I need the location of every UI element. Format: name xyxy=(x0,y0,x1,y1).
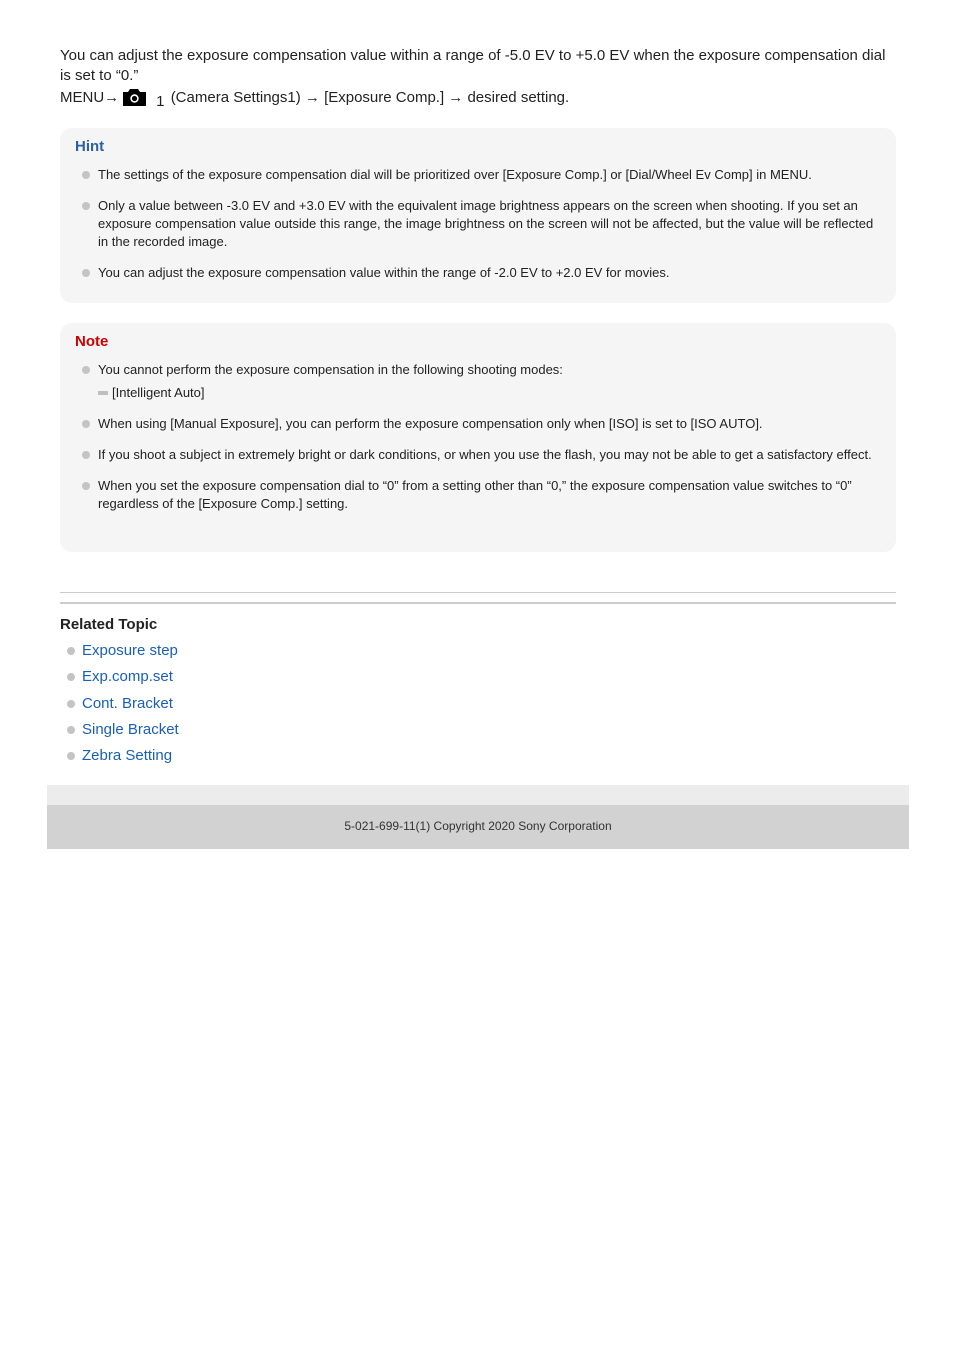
divider xyxy=(60,592,896,593)
note-item xyxy=(75,446,880,464)
note-list xyxy=(75,361,880,513)
menu-path-text: (Camera Settings1) → [Exposure Comp.] → desired setting. xyxy=(170,89,570,106)
bullet-icon xyxy=(67,700,75,708)
copyright-text: 5-021-699-11(1) Copyright 2020 Sony Corporation xyxy=(344,819,612,833)
note-item-text: When using [Manual Exposure], you can perform the exposure compensation only when [ISO] is set to [ISO AUTO]. xyxy=(98,416,763,431)
related-topic-item xyxy=(60,745,179,771)
intro-section xyxy=(60,46,900,112)
hint-item-text: The settings of the exposure compensation dial will be prioritized over [Exposure Comp.] or [Dial/Wheel Ev Comp] in MENU. xyxy=(98,167,812,182)
hint-item-text: Only a value between -3.0 EV and +3.0 EV with the equivalent image brightness appears on the screen when shooting. If you set an exposure compensation value outside this range, the image brightness on the screen will not be affected, but the value will be reflected in the recorded image. xyxy=(98,198,874,249)
camera-icon-number: 1 xyxy=(156,93,165,110)
related-link-zebra-setting[interactable]: Zebra Setting xyxy=(82,747,173,765)
note-subitem-text: [Intelligent Auto] xyxy=(112,385,205,400)
hint-title: Hint xyxy=(75,138,105,155)
note-item xyxy=(75,415,880,433)
hint-item xyxy=(75,197,880,251)
menu-prefix: MENU→ xyxy=(60,89,120,106)
related-topic-heading: Related Topic xyxy=(60,616,158,633)
note-item-text: You cannot perform the exposure compensation in the following shooting modes: xyxy=(98,362,563,377)
camera-settings-1-icon xyxy=(122,86,164,112)
note-item-text: When you set the exposure compensation dial to “0” from a setting other than “0,” the exposure compensation value switches to “0” regardless of the [Exposure Comp.] setting. xyxy=(98,478,852,511)
menu-path-line xyxy=(60,86,900,112)
related-topic-item xyxy=(60,666,179,692)
bullet-icon xyxy=(67,726,75,734)
bullet-icon xyxy=(67,673,75,681)
related-topic-item xyxy=(60,640,179,666)
hint-item xyxy=(75,264,880,282)
note-item xyxy=(75,477,880,513)
intro-text: You can adjust the exposure compensation value within a range of -5.0 EV to +5.0 EV when the exposure compensation dial is set to “0.” xyxy=(60,47,886,84)
bullet-icon xyxy=(82,366,90,374)
bullet-icon xyxy=(82,451,90,459)
related-link-exposure-step[interactable]: Exposure step xyxy=(82,642,178,659)
related-link-cont-bracket[interactable]: Cont. Bracket xyxy=(82,694,173,712)
dash-icon xyxy=(98,391,108,395)
bullet-icon xyxy=(82,420,90,428)
footer-top-band xyxy=(47,785,909,805)
hint-item xyxy=(75,166,880,184)
hint-item-text: You can adjust the exposure compensation value within the range of -2.0 EV to +2.0 EV for movies. xyxy=(98,265,670,280)
related-link-single-bracket[interactable]: Single Bracket xyxy=(82,720,179,738)
hint-box xyxy=(60,128,896,303)
related-topic-list xyxy=(60,640,179,771)
bullet-icon xyxy=(82,482,90,490)
bullet-icon xyxy=(82,171,90,179)
related-link-exp-comp-set[interactable]: Exp.comp.set xyxy=(82,668,173,686)
note-title: Note xyxy=(75,333,109,350)
footer xyxy=(47,805,909,849)
bullet-icon xyxy=(67,647,75,655)
note-item-text: If you shoot a subject in extremely bright or dark conditions, or when you use the flash, you may not be able to get a satisfactory effect. xyxy=(98,447,872,462)
note-subitem xyxy=(98,384,880,402)
hint-list xyxy=(75,166,880,282)
related-topic-item xyxy=(60,719,179,745)
note-box xyxy=(60,323,896,552)
related-topic-item xyxy=(60,693,179,719)
bullet-icon xyxy=(82,202,90,210)
bullet-icon xyxy=(82,269,90,277)
bullet-icon xyxy=(67,752,75,760)
divider xyxy=(60,602,896,604)
note-item xyxy=(75,361,880,402)
